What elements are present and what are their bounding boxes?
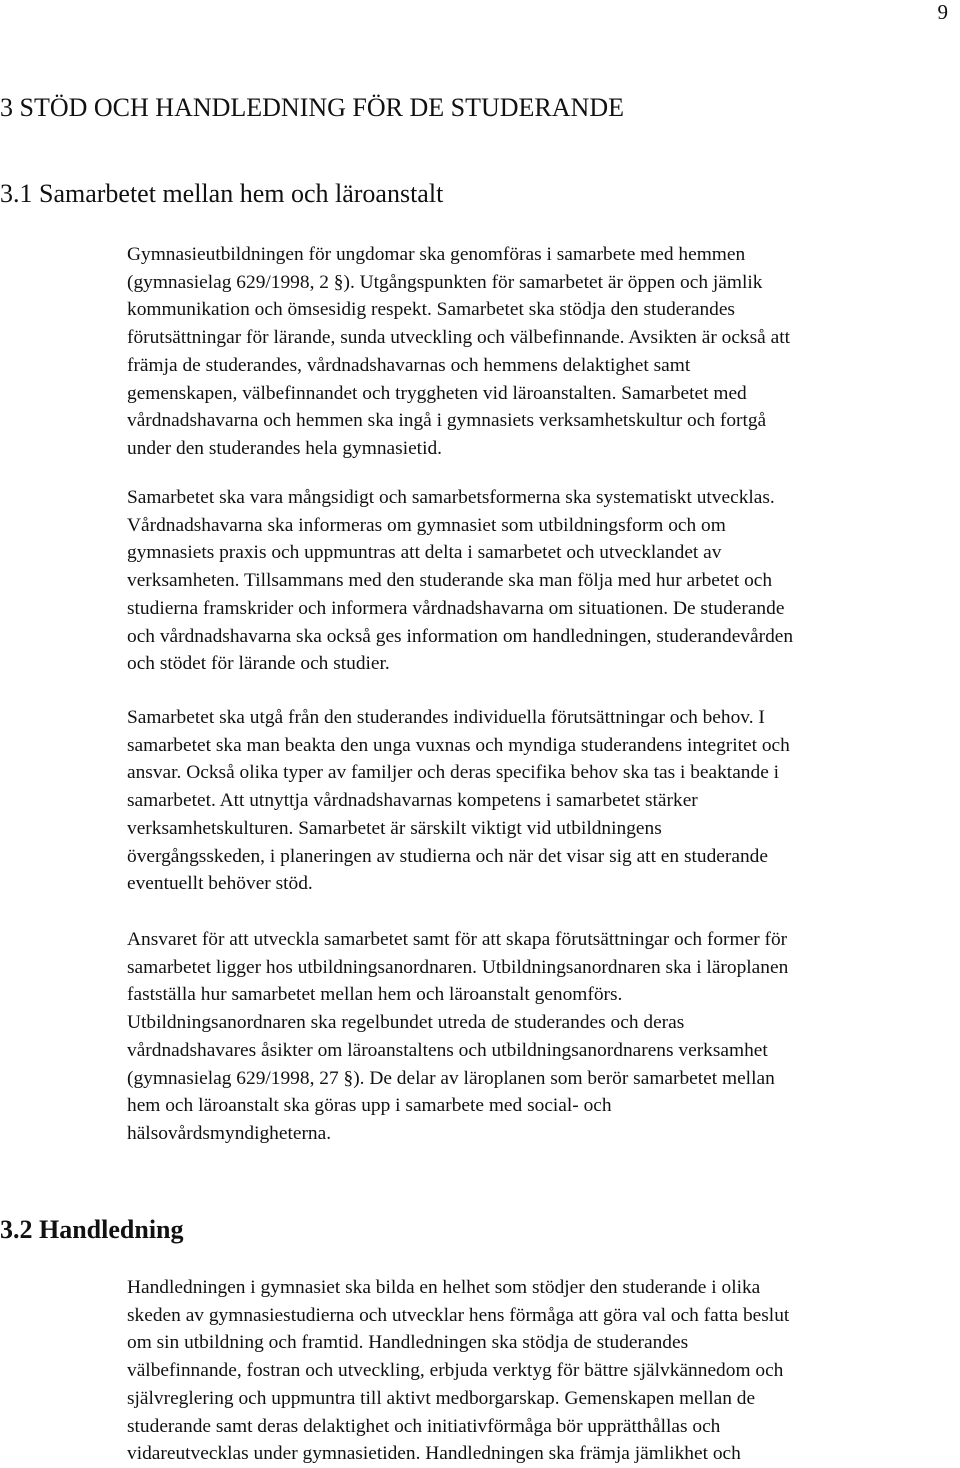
text-line: och vårdnadshavarna ska också ges information om handledningen, studerandevården [127, 625, 794, 647]
text-line: om sin utbildning och framtid. Handledningen ska stödja de studerandes [127, 1332, 689, 1354]
text-line: under den studerandes hela gymnasietid. [127, 437, 443, 459]
text-line: främja de studerandes, vårdnadshavarnas och hemmens delaktighet samt [127, 354, 691, 376]
text-line: gemenskapen, välbefinnandet och tryggheten vid läroanstalten. Samarbetet med [127, 382, 747, 404]
section-heading-3-2: 3.2 Handledning [0, 1215, 184, 1244]
paragraph-1 [127, 241, 945, 463]
text-line: vidareutvecklas under gymnasietiden. Handledningen ska främja jämlikhet och [127, 1443, 741, 1465]
text-line: gymnasiets praxis och uppmuntras att delta i samarbetet och utvecklandet av [127, 542, 722, 564]
text-line: Vårdnadshavarna ska informeras om gymnasiet som utbildningsform och om [127, 514, 726, 536]
section-heading-3-1: 3.1 Samarbetet mellan hem och läroanstalt [0, 179, 444, 208]
paragraph-3 [127, 704, 945, 898]
text-line: självreglering och uppmuntra till aktivt medborgarskap. Gemenskapen mellan de [127, 1387, 756, 1409]
text-line: studierna framskrider och informera vårdnadshavarna om situationen. De studerande [127, 597, 785, 619]
paragraph-2 [127, 484, 945, 678]
text-line: Ansvaret för att utveckla samarbetet samt för att skapa förutsättningar och former för [127, 929, 788, 950]
chapter-heading: 3 STÖD OCH HANDLEDNING FÖR DE STUDERANDE [0, 93, 624, 122]
text-line: studerande samt deras delaktighet och initiativförmåga bör upprätthållas och [127, 1415, 721, 1437]
text-line: kommunikation och ömsesidig respekt. Samarbetet ska stödja den studerandes [127, 299, 735, 321]
text-line: och stödet för lärande och studier. [127, 653, 390, 675]
page-number: 9 [937, 0, 948, 24]
text-line: vårdnadshavares åsikter om läroanstaltens och utbildningsanordnarens verksamhet [127, 1039, 768, 1061]
text-line: verksamheten. Tillsammans med den studerande ska man följa med hur arbetet och [127, 570, 773, 592]
text-line: verksamhetskulturen. Samarbetet är särskilt viktigt vid utbildningens [127, 817, 662, 839]
text-line: övergångsskeden, i planeringen av studierna och när det visar sig att en studerande [127, 845, 768, 867]
text-line: Samarbetet ska utgå från den studerandes individuella förutsättningar och behov. I [127, 707, 765, 728]
paragraph-5 [127, 1274, 945, 1468]
text-line: samarbetet ligger hos utbildningsanordnaren. Utbildningsanordnaren ska i läroplanen [127, 956, 789, 978]
text-line: vårdnadshavarna och hemmen ska ingå i gymnasiets verksamhetskultur och fortgå [127, 410, 767, 432]
text-line: eventuellt behöver stöd. [127, 873, 313, 895]
text-line: Handledningen i gymnasiet ska bilda en helhet som stödjer den studerande i olika [127, 1277, 761, 1298]
text-line: (gymnasielag 629/1998, 27 §). De delar av läroplanen som berör samarbetet mellan [127, 1067, 775, 1089]
text-line: Utbildningsanordnaren ska regelbundet utreda de studerandes och deras [127, 1012, 685, 1034]
text-line: (gymnasielag 629/1998, 2 §). Utgångspunkten för samarbetet är öppen och jämlik [127, 271, 763, 293]
paragraph-4 [127, 926, 945, 1148]
text-line: hälsovårdsmyndigheterna. [127, 1122, 332, 1144]
text-line: samarbetet. Att utnyttja vårdnadshavarnas kompetens i samarbetet stärker [127, 790, 698, 812]
text-line: Samarbetet ska vara mångsidigt och samarbetsformerna ska systematiskt utvecklas. [127, 487, 775, 508]
text-line: förutsättningar för lärande, sunda utveckling och välbefinnande. Avsikten är också att [127, 327, 791, 349]
text-line: hem och läroanstalt ska göras upp i samarbete med social- och [127, 1095, 612, 1117]
text-line: skeden av gymnasiestudierna och utvecklar hens förmåga att göra val och fatta beslut [127, 1304, 790, 1326]
text-line: välbefinnande, fostran och utveckling, erbjuda verktyg för bättre självkännedom och [127, 1360, 784, 1382]
text-line: ansvar. Också olika typer av familjer och deras specifika behov ska tas i beaktande i [127, 762, 780, 784]
text-line: fastställa hur samarbetet mellan hem och läroanstalt genomförs. [127, 984, 623, 1006]
text-line: Gymnasieutbildningen för ungdomar ska genomföras i samarbete med hemmen [127, 244, 746, 265]
text-line: samarbetet ska man beakta den unga vuxnas och myndiga studerandens integritet och [127, 734, 790, 756]
